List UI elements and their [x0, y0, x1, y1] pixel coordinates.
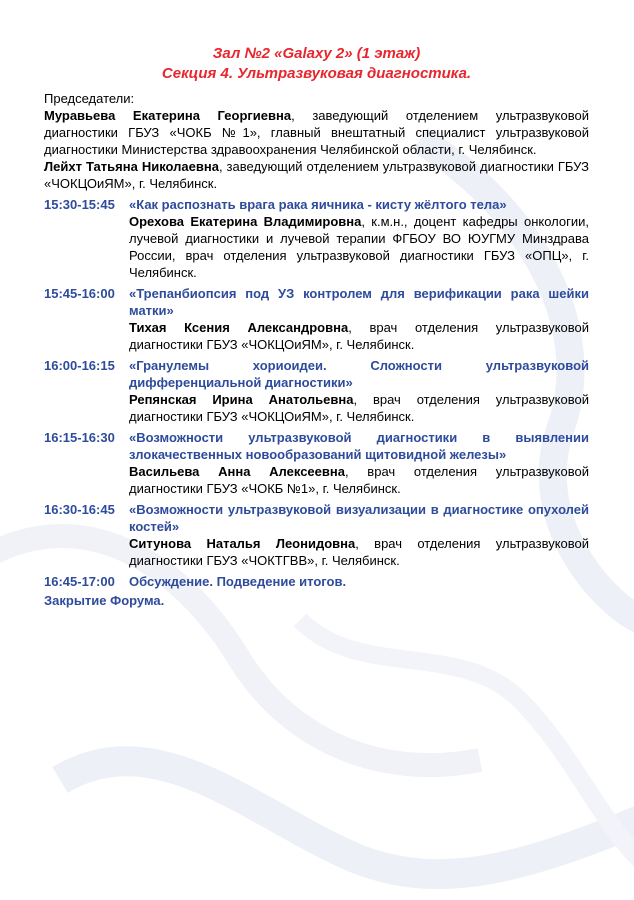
talk-title: «Гранулемы хориоидеи. Сложности ультразвуковой дифференциальной диагностики»: [129, 358, 589, 390]
talk-time: 15:30-15:45: [44, 197, 115, 212]
program-content: [44, 44, 589, 609]
talk-speaker: [129, 319, 589, 353]
talk-time: 16:15-16:30: [44, 430, 115, 445]
talk-speaker: [129, 463, 589, 497]
closing-text: Закрытие Форума.: [44, 593, 165, 608]
speaker-details: , к.м.н., доцент кафедры онкологии, лучевой диагностики и лучевой терапии ФГБОУ ВО ЮУГМУ Минздрава России, врач отделения ультразвуковой диагностики ГБУЗ «ОПЦ», г. Челябинск.: [129, 214, 589, 280]
talk-item: [44, 501, 589, 569]
speaker-details: , врач отделения ультразвуковой диагностики ГБУЗ «ЧОКЦОиЯМ», г. Челябинск.: [129, 320, 590, 352]
discussion-item: [44, 573, 589, 590]
section-title: Секция 4. Ультразвуковая диагностика.: [161, 65, 472, 82]
chairs-label: Председатели:: [44, 91, 135, 106]
talk-title: «Возможности ультразвуковой визуализации в диагностике опухолей костей»: [129, 502, 589, 534]
talk-speaker: [129, 535, 589, 569]
talk-item: [44, 429, 589, 497]
talk-title: «Возможности ультразвуковой диагностики в выявлении злокачественных новообразований щитовидной железы»: [129, 430, 589, 462]
speaker-name: Тихая Ксения Александровна: [129, 320, 349, 335]
speaker-details: , врач отделения ультразвуковой диагностики ГБУЗ «ЧОКЦОиЯМ», г. Челябинск.: [129, 392, 589, 424]
speaker-details: , врач отделения ультразвуковой диагностики ГБУЗ «ЧОКТГВВ», г. Челябинск.: [129, 536, 590, 568]
speaker-name: Васильева Анна Алексеевна: [129, 464, 345, 479]
chair-entry: [44, 158, 589, 192]
talk-item: [44, 357, 589, 425]
chair-details: , заведующий отделением ультразвуковой диагностики ГБУЗ «ЧОКБ №1», главный внештатный специалист ультразвуковой диагностики Министерства здравоохранения Челябинской области, г. Челябинск.: [44, 108, 589, 157]
talk-time: 15:45-16:00: [44, 286, 115, 301]
talk-item: [44, 285, 589, 353]
chair-name: Лейхт Татьяна Николаевна: [44, 159, 219, 174]
talk-speaker: [129, 391, 589, 425]
chair-name: Муравьева Екатерина Георгиевна: [44, 108, 292, 123]
chair-details: , заведующий отделением ультразвуковой диагностики ГБУЗ «ЧОКЦОиЯМ», г. Челябинск.: [44, 159, 589, 191]
hall-title: Зал №2 «Galaxy 2» (1 этаж): [212, 45, 421, 62]
talk-title: «Как распознать врага рака яичника - кисту жёлтого тела»: [129, 197, 507, 212]
speaker-name: Орехова Екатерина Владимировна: [129, 214, 362, 229]
talk-title: «Трепанбиопсия под УЗ контролем для верификации рака шейки матки»: [129, 286, 589, 318]
talk-item: [44, 196, 589, 281]
discussion-time: 16:45-17:00: [44, 574, 115, 589]
speaker-details: , врач отделения ультразвуковой диагностики ГБУЗ «ЧОКБ №1», г. Челябинск.: [129, 464, 589, 496]
chair-entry: [44, 107, 589, 158]
speaker-name: Ситунова Наталья Леонидовна: [129, 536, 356, 551]
talk-time: 16:00-16:15: [44, 358, 115, 373]
discussion-text: Обсуждение. Подведение итогов.: [129, 574, 347, 589]
speaker-name: Репянская Ирина Анатольевна: [129, 392, 354, 407]
talk-time: 16:30-16:45: [44, 502, 115, 517]
talk-speaker: [129, 213, 589, 281]
